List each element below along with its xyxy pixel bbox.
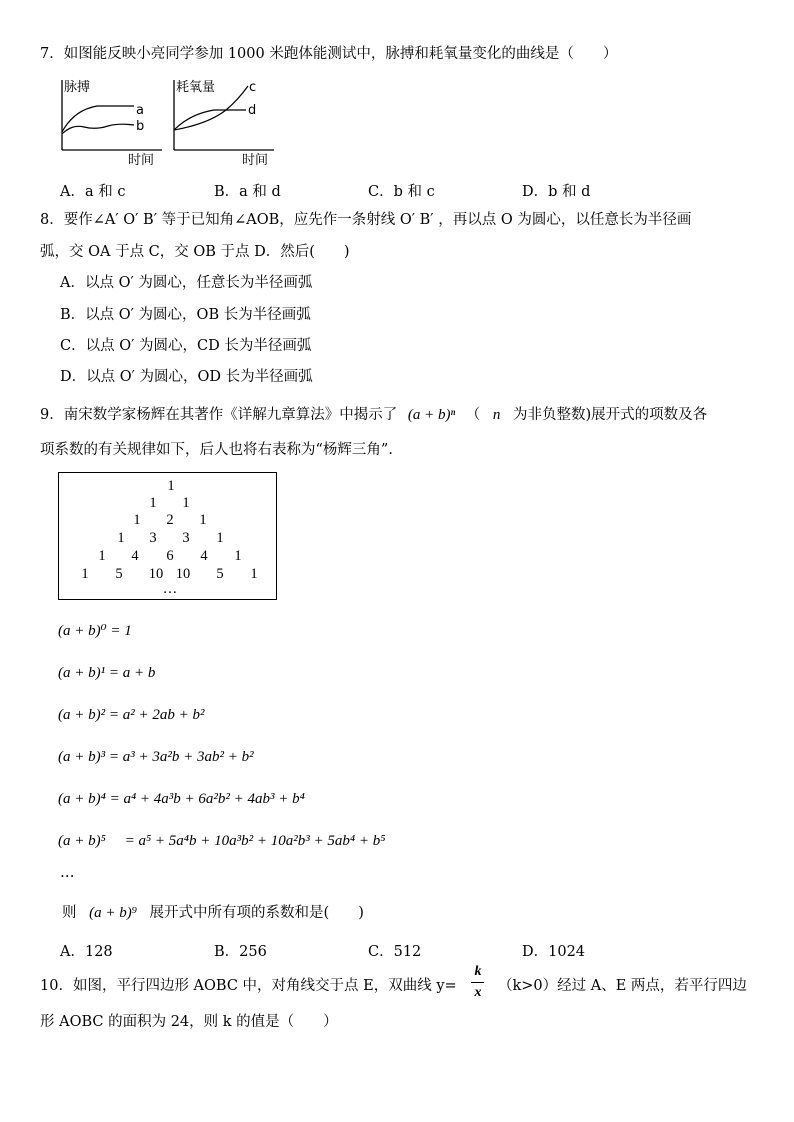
triangle-number: 4 — [200, 548, 208, 564]
q9-stem-line1 — [40, 405, 707, 425]
q9-ask — [62, 903, 364, 923]
q7-stem: 7．如图能反映小亮同学参加 1000 米跑体能测试中，脉搏和耗氧量变化的曲线是（ ） — [40, 46, 618, 62]
triangle-number: 6 — [166, 548, 174, 564]
triangle-number: 1 — [250, 566, 258, 582]
curve-d-label: d — [248, 103, 257, 118]
q10-stem-line2: 形 AOBC 的面积为 24，则 k 的值是（ ） — [40, 1014, 338, 1030]
triangle-row — [59, 548, 276, 566]
triangle-row — [59, 581, 276, 599]
q9-stem-expr: (a + b)ⁿ — [407, 407, 456, 423]
triangle-row — [59, 512, 276, 530]
expansion-0: (a + b)⁰ = 1 — [58, 623, 132, 639]
triangle-number: 10 — [175, 566, 191, 582]
triangle-number: 1 — [98, 548, 106, 564]
q9-option-b: B．256 — [214, 944, 267, 960]
expansion-ellipsis: … — [60, 865, 75, 881]
q8-stem-line1: 8．要作∠A′ O′ B′ 等于已知角∠AOB，应先作一条射线 O′ B′ ，再以点 O 为圆心，以任意长为半径画 — [40, 212, 692, 228]
expansion-1: (a + b)¹ = a + b — [58, 665, 156, 681]
triangle-number: 10 — [148, 566, 164, 582]
expansion-4: (a + b)⁴ = a⁴ + 4a³b + 6a²b² + 4ab³ + b⁴ — [58, 791, 305, 807]
fraction-bar — [471, 982, 484, 983]
oxygen-graph-ylabel: 耗氧量 — [176, 80, 216, 95]
triangle-number: 5 — [115, 566, 123, 582]
triangle-number: 1 — [182, 495, 190, 511]
triangle-number: 4 — [131, 548, 139, 564]
q7-option-c: C．b 和 c — [368, 184, 435, 200]
fraction-denominator: x — [474, 985, 482, 1000]
triangle-number: 1 — [149, 495, 157, 511]
triangle-number: 1 — [133, 512, 141, 528]
curve-a-label: a — [136, 103, 144, 118]
expansion-3: (a + b)³ = a³ + 3a²b + 3ab² + b² — [58, 749, 254, 765]
triangle-number: 2 — [166, 512, 174, 528]
q7-option-d: D．b 和 d — [522, 184, 591, 200]
pulse-graph-ylabel: 脉搏 — [64, 80, 91, 95]
pulse-graph — [52, 72, 167, 197]
fraction-numerator: k — [474, 964, 482, 979]
q10-stem-part1: 10．如图，平行四边形 AOBC 中，对角线交于点 E，双曲线 y= — [40, 978, 457, 994]
yang-hui-triangle — [58, 472, 277, 600]
q9-ask-suffix: 展开式中所有项的系数和是( ) — [149, 905, 364, 921]
q9-stem-part3: 为非负整数)展开式的项数及各 — [513, 407, 708, 423]
q9-option-a: A．128 — [60, 944, 113, 960]
q9-stem-part2: （ — [465, 407, 481, 423]
expansion-2: (a + b)² = a² + 2ab + b² — [58, 707, 205, 723]
triangle-number: 5 — [216, 566, 224, 582]
q9-ask-prefix: 则 — [62, 905, 77, 921]
triangle-number: 1 — [81, 566, 89, 582]
q7-option-b: B．a 和 d — [214, 184, 281, 200]
triangle-row — [59, 478, 276, 496]
q9-stem-line2: 项系数的有关规律如下，后人也将右表称为“杨辉三角”． — [40, 442, 403, 458]
q8-option-c: C．以点 O′ 为圆心，CD 长为半径画弧 — [60, 338, 312, 354]
triangle-row — [59, 495, 276, 513]
q9-stem-part1: 9．南宋数学家杨辉在其著作《详解九章算法》中揭示了 — [40, 407, 398, 423]
q10-stem-part2: （k>0）经过 A、E 两点，若平行四边 — [498, 978, 747, 994]
oxygen-graph-xlabel: 时间 — [242, 153, 269, 168]
triangle-row — [59, 530, 276, 548]
q9-option-c: C．512 — [368, 944, 422, 960]
expansion-5: (a + b)⁵ = a⁵ + 5a⁴b + 10a³b² + 10a²b³ + 5ab⁴ + b⁵ — [58, 833, 386, 849]
q9-stem-n: n — [492, 407, 501, 423]
triangle-number: 1 — [216, 530, 224, 546]
triangle-number: 1 — [117, 530, 125, 546]
triangle-number: 3 — [182, 530, 190, 546]
curve-b-label: b — [136, 119, 145, 134]
q8-stem-line2: 弧，交 OA 于点 C，交 OB 于点 D．然后( ) — [40, 244, 350, 260]
q9-ask-expr: (a + b)⁹ — [89, 905, 137, 921]
oxygen-graph — [164, 72, 279, 197]
q8-option-d: D．以点 O′ 为圆心，OD 长为半径画弧 — [60, 369, 313, 385]
triangle-number: 1 — [199, 512, 207, 528]
q8-option-a: A．以点 O′ 为圆心，任意长为半径画弧 — [60, 275, 313, 291]
pulse-graph-xlabel: 时间 — [128, 153, 155, 168]
q9-option-d: D．1024 — [522, 944, 586, 960]
triangle-number: 1 — [167, 478, 175, 494]
triangle-number: 3 — [149, 530, 157, 546]
triangle-number: 1 — [234, 548, 242, 564]
curve-c-label: c — [249, 80, 257, 95]
q7-option-a: A．a 和 c — [60, 184, 126, 200]
q8-option-b: B．以点 O′ 为圆心，OB 长为半径画弧 — [60, 307, 311, 323]
triangle-ellipsis: … — [162, 581, 178, 597]
